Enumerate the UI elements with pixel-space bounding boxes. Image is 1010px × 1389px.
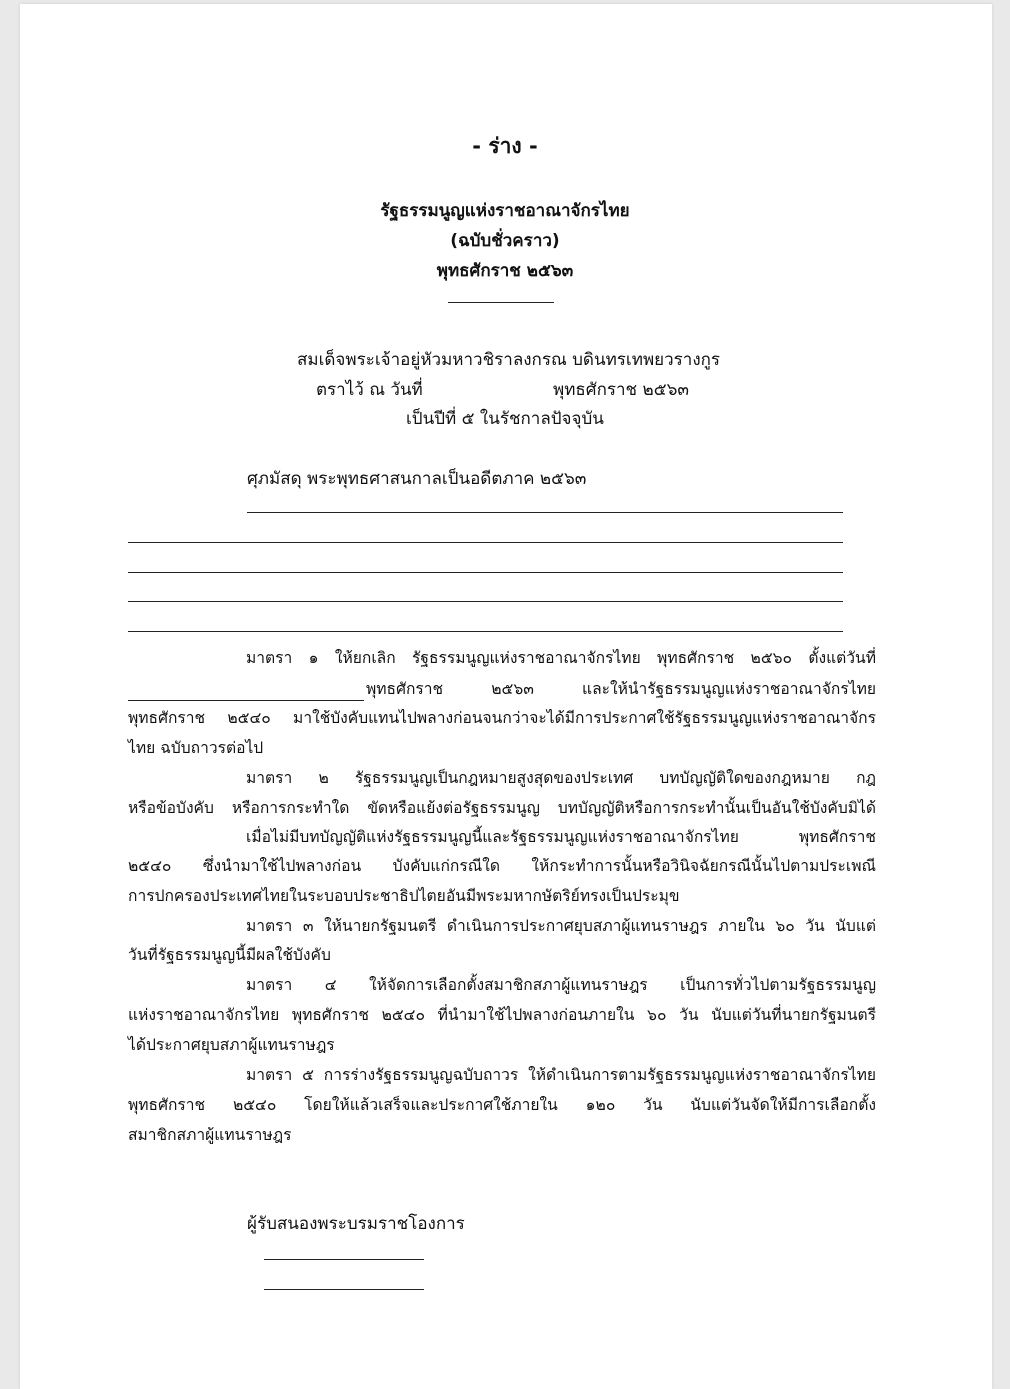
document-year: พุทธศักราช ๒๕๖๓	[436, 261, 574, 281]
signature-blank-line	[264, 1289, 424, 1290]
section-1-line: พุทธศักราช ๒๕๔๐ มาใช้บังคับแทนไปพลางก่อนจนกว่าจะได้มีการประกาศใช้รัฐธรรมนูญแห่งราชอาณาจักร	[128, 709, 876, 727]
enacted-year: พุทธศักราช ๒๕๖๓	[553, 380, 689, 400]
section-4-line: แห่งราชอาณาจักรไทย พุทธศักราช ๒๕๔๐ ที่นำมาใช้ไปพลางก่อนภายใน ๖๐ วัน นับแต่วันที่นายกรัฐมนตรี	[128, 1006, 876, 1024]
preamble-blank-line	[128, 631, 843, 632]
reign-year: เป็นปีที่ ๕ ในรัชกาลปัจจุบัน	[406, 409, 604, 429]
section-2-line: หรือข้อบังคับ หรือการกระทำใด ขัดหรือแย้งต่อรัฐธรรมนูญ บทบัญญัติหรือการกระทำนั้นเป็นอันใช้บังคับมิได้	[128, 799, 876, 817]
draft-label: - ร่าง -	[472, 134, 538, 158]
section-1-line: มาตรา ๑ ให้ยกเลิก รัฐธรรมนูญแห่งราชอาณาจักรไทย พุทธศักราช ๒๕๖๐ ตั้งแต่วันที่	[246, 649, 876, 667]
preamble-blank-line	[247, 512, 843, 513]
section-3-line: วันที่รัฐธรรมนูญนี้มีผลใช้บังคับ	[128, 946, 331, 964]
section-4-line: มาตรา ๔ ให้จัดการเลือกตั้งสมาชิกสภาผู้แทนราษฎร เป็นการทั่วไปตามรัฐธรรมนูญ	[246, 976, 876, 994]
date-blank	[128, 686, 364, 701]
section-1-line: ไทย ฉบับถาวรต่อไป	[128, 739, 264, 757]
preamble-blank-line	[128, 542, 843, 543]
section-5-line: มาตรา ๕ การร่างรัฐธรรมนูญฉบับถาวร ให้ดำเนินการตามรัฐธรรมนูญแห่งราชอาณาจักรไทย	[246, 1066, 876, 1084]
title-divider	[448, 302, 554, 303]
section-5-line: สมาชิกสภาผู้แทนราษฎร	[128, 1126, 292, 1144]
section-2-line: การปกครองประเทศไทยในระบอบประชาธิปไตยอันมีพระมหากษัตริย์ทรงเป็นประมุข	[128, 887, 680, 905]
section-4-line: ได้ประกาศยุบสภาผู้แทนราษฎร	[128, 1036, 335, 1054]
section-3-line: มาตรา ๓ ให้นายกรัฐมนตรี ดำเนินการประกาศยุบสภาผู้แทนราษฎร ภายใน ๖๐ วัน นับแต่	[246, 917, 876, 935]
preamble-blank-line	[128, 572, 843, 573]
section-2-line: มาตรา ๒ รัฐธรรมนูญเป็นกฎหมายสูงสุดของประเทศ บทบัญญัติใดของกฎหมาย กฎ	[246, 769, 876, 787]
section-2-line: เมื่อไม่มีบทบัญญัติแห่งรัฐธรรมนูญนี้และรัฐธรรมนูญแห่งราชอาณาจักรไทย พุทธศักราช	[246, 828, 876, 846]
signature-blank-line	[264, 1259, 424, 1260]
document-subtitle: (ฉบับชั่วคราว)	[450, 231, 560, 251]
section-5-line: พุทธศักราช ๒๕๔๐ โดยให้แล้วเสร็จและประกาศใช้ภายใน ๑๒๐ วัน นับแต่วันจัดให้มีการเลือกตั้ง	[128, 1096, 876, 1114]
royal-name: สมเด็จพระเจ้าอยู่หัวมหาวชิราลงกรณ บดินทรเทพยวรางกูร	[297, 350, 721, 370]
document-title: รัฐธรรมนูญแห่งราชอาณาจักรไทย	[380, 201, 630, 221]
section-1-line-2	[128, 676, 876, 701]
enacted-date-label: ตราไว้ ณ วันที่	[316, 380, 423, 400]
preamble-text: ศุภมัสดุ พระพุทธศาสนกาลเป็นอดีตภาค ๒๕๖๓	[247, 469, 587, 489]
preamble-blank-line	[128, 601, 843, 602]
section-2-line: ๒๕๔๐ ซึ่งนำมาใช้ไปพลางก่อน บังคับแก่กรณีใด ให้กระทำการนั้นหรือวินิจฉัยกรณีนั้นไปตามประเพณี	[128, 857, 876, 875]
countersign-label: ผู้รับสนองพระบรมราชโองการ	[247, 1214, 465, 1234]
section-1-line-text: พุทธศักราช ๒๕๖๓ และให้นำรัฐธรรมนูญแห่งราชอาณาจักรไทย	[366, 680, 876, 698]
